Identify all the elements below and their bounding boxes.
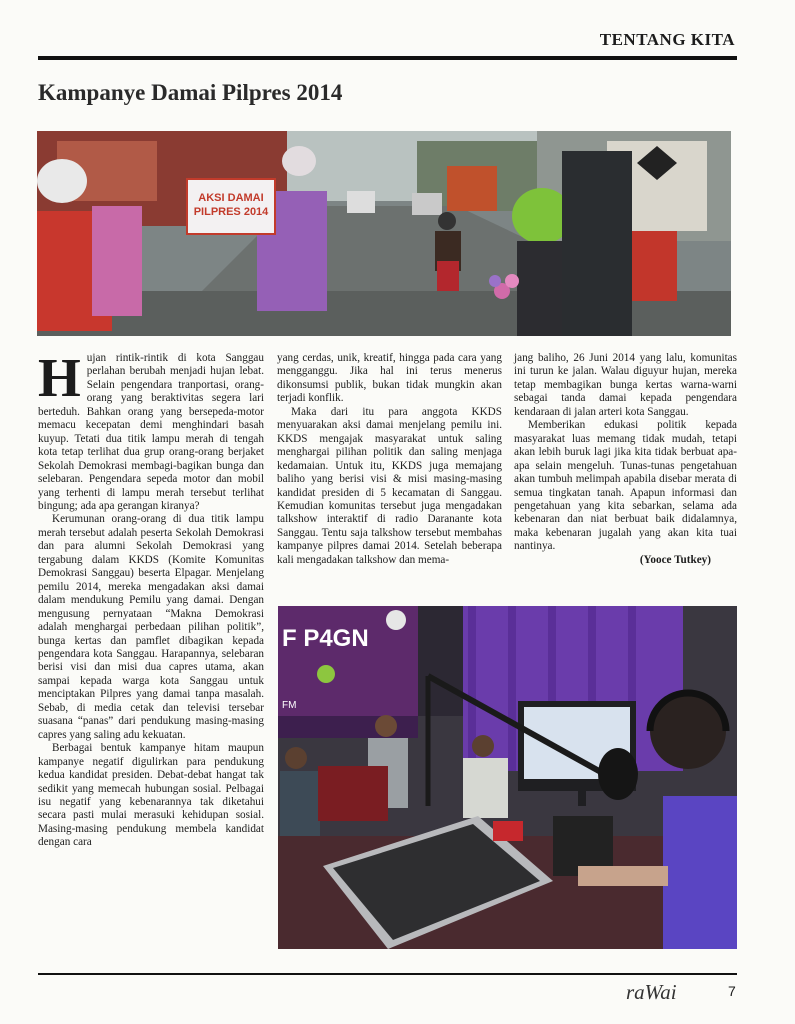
dropcap: H bbox=[38, 347, 81, 408]
article-column-1 bbox=[38, 347, 264, 850]
sign-line-2: PILPRES 2014 bbox=[193, 206, 269, 218]
article-column-2 bbox=[277, 352, 502, 567]
paragraph: Maka dari itu para anggota KKDS menyuarakan aksi damai menjelang pemilu ini. KKDS mengajak masyarakat untuk saling menghargai pilihan politik dan saling menjaga kedamaian. Untuk itu, KKDS juga memajang baliho yang berisi visi & misi masing-masing kandidat presiden di 5 kecamatan di Sanggau. Kemudian komunitas tersebut juga mengadakan talkshow interaktif di radio Daranante kota Sanggau. Tentu saja talkshow tersebut membahas kampanye pilpres damai 2014. Setelah beberapa kali mengadakan talkshow dan mema- bbox=[277, 405, 502, 566]
paragraph: ujan rintik-rintik di kota Sanggau perlahan berubah menjadi hujan lebat. Selain pengendara tranportasi, orang-orang yang beraktivitas segera lari berteduh. Bahkan orang yang bersepeda-motor memacu kecepatan demi menghindari basah kuyup. Tetati dua titik lampu merah di tengah kota tetap terlihat dua grup orang-orang berjaket Sekolah Demokrasi membagi-bagikan bunga dan selebaran. Pengendara sepeda motor dan mobil yang terhenti di lampu merah tersebut terlihat bingung; ada apa gerangan kiranya? bbox=[38, 352, 264, 512]
paragraph: Memberikan edukasi politik kepada masyarakat luas memang tidak mudah, tetapi akan lebih buruk lagi jika kita tidak berbuat apa-apa selain mengeluh. Tunas-tunas pengetahuan akan tumbuh melimpah apabila disebar merata di semua tingkatan tanah. Apapun informasi dan pengetahuan yang kita sebarkan, selama ada kebenaran dan niat berbuat baik didalamnya, maka kebenaran jugalah yang akan kita tuai nantinya. bbox=[514, 419, 737, 553]
bottom-rule bbox=[38, 973, 737, 975]
author-credit: (Yooce Tutkey) bbox=[639, 553, 711, 566]
radio-studio-photo bbox=[278, 606, 737, 949]
top-rule bbox=[38, 56, 737, 60]
paragraph: yang cerdas, unik, kreatif, hingga pada cara yang mengganggu. Jika hal ini terus menerus dikonsumsi publik, bukan tidak mungkin akan terjadi konflik. bbox=[277, 352, 502, 405]
sign-line-1: AKSI DAMAI bbox=[198, 192, 264, 204]
magazine-logo: raWai bbox=[626, 980, 677, 1004]
studio-banner-sub-1: FM bbox=[282, 700, 297, 711]
page-number: 7 bbox=[728, 983, 736, 999]
paragraph: Kerumunan orang-orang di dua titik lampu merah tersebut adalah peserta Sekolah Demokrasi dan para alumni Sekolah Demokrasi yang tergabung dalam KKDS (Komite Komunitas Demokrasi Sanggau) beserta Elpagar. Menjelang pemilu 2014, mereka mengadakan aksi damai dalam mendukung Pemilu yang damai. Dengan mengusung pernyataan “Makna Demokrasi adalah menghargai perbedaan pilihan politik”, bunga kertas dan pamflet dibagikan kepada pengendara kota Sanggau. Harapannya, selebaran berisi visi dan misi dua capres utama, akan sampai kepada warga kota Sanggau untuk menciptakan Pilpres yang damai tanpa masalah. Sebab, di media cetak dan televisi tersebar suasana “panas” dari pendukung masing-masing capres yang saling adu kekuatan. bbox=[38, 513, 264, 741]
article-title: Kampanye Damai Pilpres 2014 bbox=[38, 80, 343, 105]
street-photo bbox=[37, 131, 731, 336]
paragraph: Berbagai bentuk kampanye hitam maupun kampanye negatif digulirkan para pendukung kedua kandidat presiden. Debat-debat hangat tak sedikit yang memecah hubungan sosial. Pelbagai isu negatif yang kebenarannya tak diketahui secara pasti mulai merasuki kehidupan sosial. Masing-masing pendukung membela kandidat dengan cara bbox=[38, 742, 264, 849]
studio-banner-text: F P4GN bbox=[282, 625, 369, 652]
article-column-3 bbox=[514, 352, 737, 567]
paragraph: jang baliho, 26 Juni 2014 yang lalu, komunitas ini turun ke jalan. Walau diguyur hujan, mereka tetap membagikan bunga kertas warna-warni sebagai tanda damai kepada pengendara kendaraan di jalan arteri kota Sanggau. bbox=[514, 352, 737, 418]
section-label: TENTANG KITA bbox=[599, 30, 735, 49]
